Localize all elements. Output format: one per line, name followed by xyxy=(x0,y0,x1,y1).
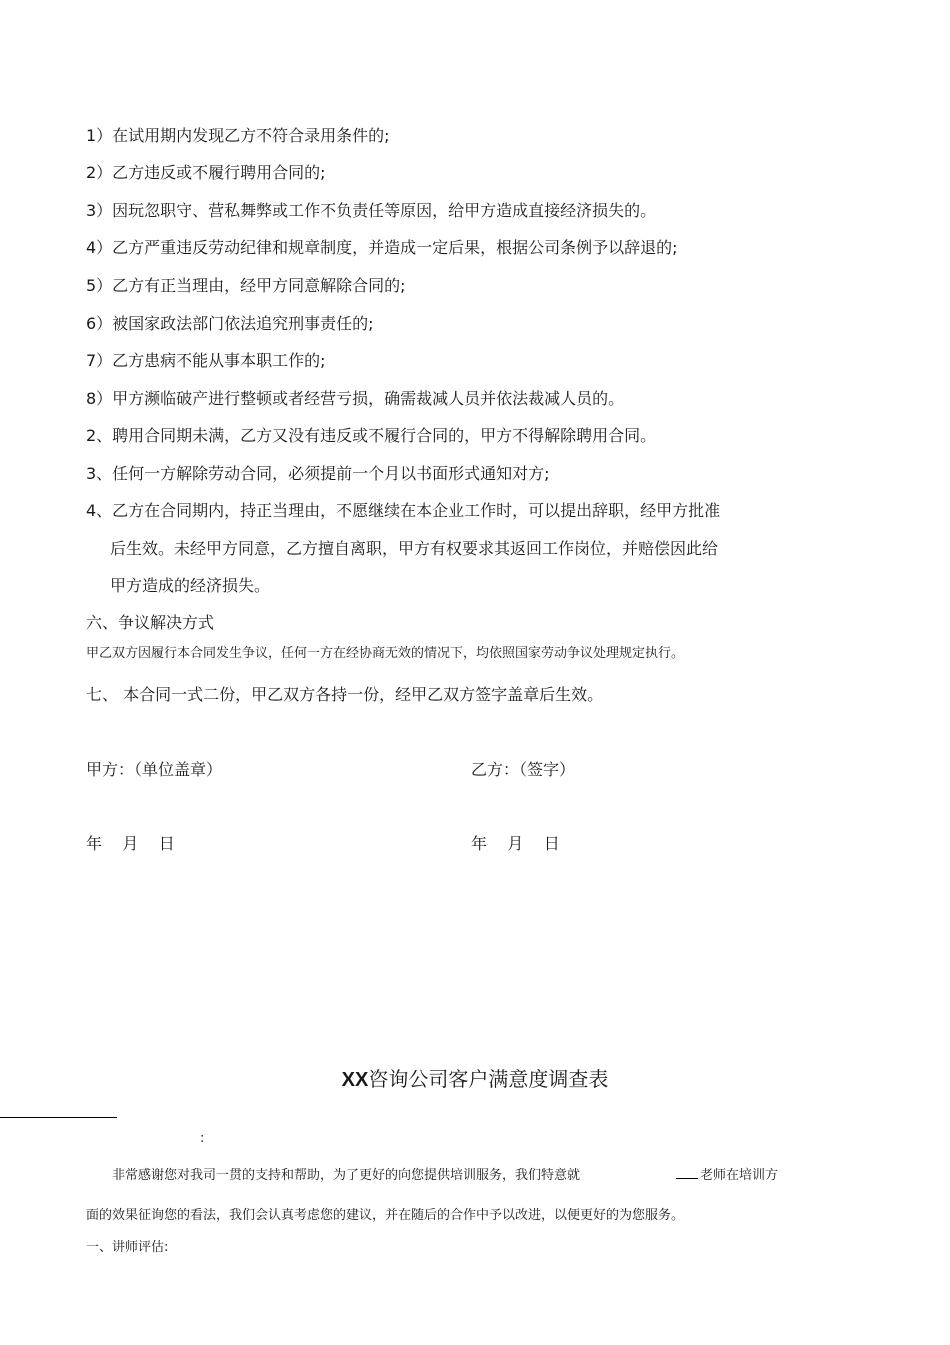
dispute-text: 甲乙双方因履行本合同发生争议，任何一方在经协商无效的情况下，均依照国家劳动争议处理规定执行。 xyxy=(86,646,685,661)
dispute-heading: 六、争议解决方式 xyxy=(86,613,215,632)
party-a-date: 年 月 日 xyxy=(86,834,175,853)
clause-3: 3、任何一方解除劳动合同，必须提前一个月以书面形式通知对方; xyxy=(86,464,550,483)
survey-intro-line-2: 面的效果征询您的看法，我们会认真考虑您的建议，并在随后的合作中予以改进，以便更好的为您服务。 xyxy=(86,1208,685,1223)
clause-item-1: 1）在试用期内发现乙方不符合录用条件的; xyxy=(86,126,390,145)
clause-item-2: 2）乙方违反或不履行聘用合同的; xyxy=(86,163,326,182)
clause-item-3: 3）因玩忽职守、营私舞弊或工作不负责任等原因，给甲方造成直接经济损失的。 xyxy=(86,201,657,220)
teacher-name-blank xyxy=(676,1166,698,1179)
clause-item-6: 6）被国家政法部门依法追究刑事责任的; xyxy=(86,314,374,333)
clause-item-5: 5）乙方有正当理由，经甲方同意解除合同的; xyxy=(86,276,406,295)
intro-part-2: 老师在培训方 xyxy=(700,1168,779,1183)
clause-4-line-3: 甲方造成的经济损失。 xyxy=(110,576,271,595)
survey-intro-line-1 xyxy=(112,1166,778,1186)
section-7: 七、 本合同一式二份，甲乙双方各持一份，经甲乙双方签字盖章后生效。 xyxy=(86,685,604,704)
clause-4-line-2: 后生效。未经甲方同意，乙方擅自离职，甲方有权要求其返回工作岗位，并赔偿因此给 xyxy=(110,539,719,558)
clause-2: 2、聘用合同期未满，乙方又没有违反或不履行合同的，甲方不得解除聘用合同。 xyxy=(86,426,657,445)
party-a-label: 甲方：（单位盖章） xyxy=(86,760,223,779)
divider xyxy=(0,1117,117,1118)
survey-section-1-heading: 一、讲师评估: xyxy=(86,1240,169,1255)
survey-title-prefix: XX xyxy=(341,1069,369,1091)
clause-item-8: 8）甲方濒临破产进行整顿或者经营亏损，确需裁减人员并依法裁减人员的。 xyxy=(86,389,625,408)
clause-item-4: 4）乙方严重违反劳动纪律和规章制度，并造成一定后果，根据公司条例予以辞退的; xyxy=(86,238,678,257)
colon-mark: : xyxy=(200,1131,205,1146)
clause-4-line-1: 4、乙方在合同期内，持正当理由，不愿继续在本企业工作时，可以提出辞职，经甲方批准 xyxy=(86,501,721,520)
clause-item-7: 7）乙方患病不能从事本职工作的; xyxy=(86,351,326,370)
party-b-label: 乙方：（签字） xyxy=(471,760,576,779)
intro-part-1: 非常感谢您对我司一贯的支持和帮助，为了更好的向您提供培训服务，我们特意就 xyxy=(112,1168,581,1183)
survey-title-text: 咨询公司客户满意度调查表 xyxy=(368,1067,609,1091)
party-b-date: 年 月 日 xyxy=(471,834,560,853)
survey-title xyxy=(0,1066,950,1093)
